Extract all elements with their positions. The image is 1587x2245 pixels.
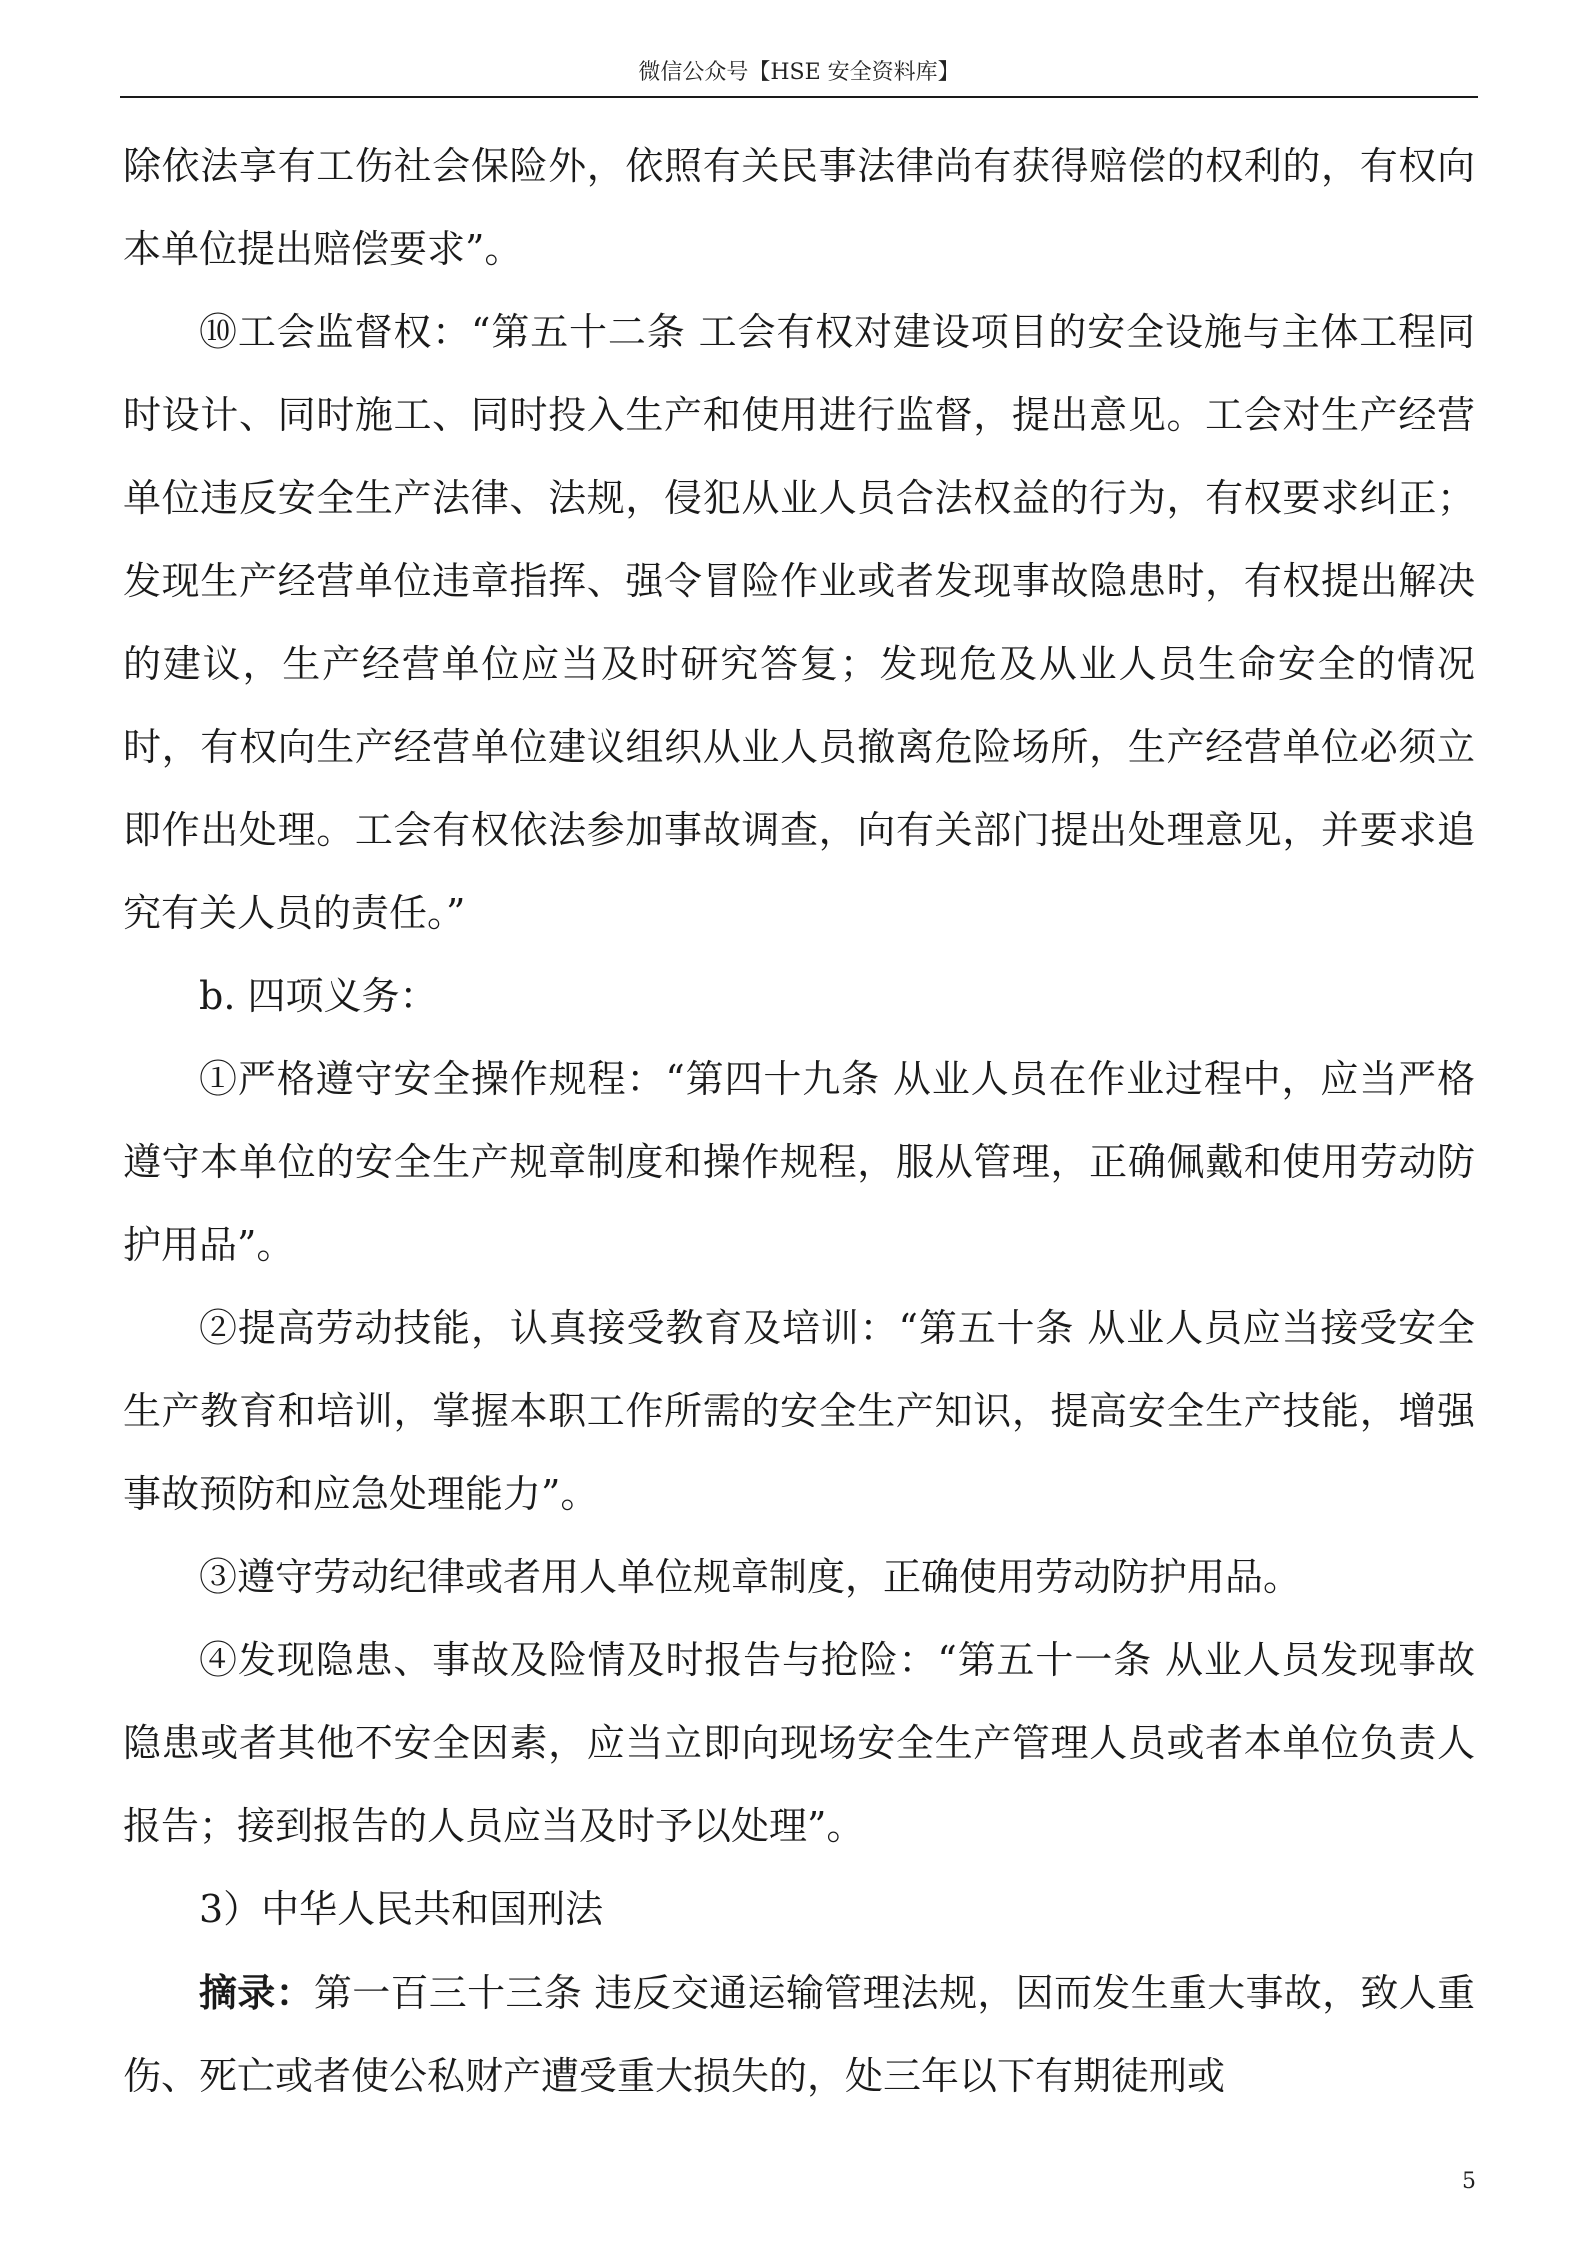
- paragraph-four-obligations-heading: b. 四项义务：: [199, 974, 438, 1018]
- page-number: 5: [1462, 2169, 1476, 2194]
- paragraph-obligation-4: ④发现隐患、事故及险情及时报告与抢险：“第五十一条 从业人员发现事故隐患或者其他不安全因素，应当立即向现场安全生产管理人员或者本单位负责人报告；接到报告的人员应当及时予以处理”。: [123, 1638, 1475, 1848]
- document-body: [123, 125, 1475, 2118]
- header-divider: [120, 96, 1478, 98]
- paragraph-compensation-right: 除依法享有工伤社会保险外，依照有关民事法律尚有获得赔偿的权利的，有权向本单位提出赔偿要求”。: [123, 144, 1475, 271]
- paragraph-obligation-2: ②提高劳动技能，认真接受教育及培训：“第五十条 从业人员应当接受安全生产教育和培训，掌握本职工作所需的安全生产知识，提高安全生产技能，增强事故预防和应急处理能力”。: [123, 1306, 1475, 1516]
- paragraph-obligation-3: ③遵守劳动纪律或者用人单位规章制度，正确使用劳动防护用品。: [199, 1555, 1302, 1599]
- section-heading-criminal-law: 3）中华人民共和国刑法: [199, 1887, 604, 1931]
- page-header: 微信公众号【HSE 安全资料库】: [638, 60, 960, 85]
- paragraph-obligation-1: ①严格遵守安全操作规程：“第四十九条 从业人员在作业过程中，应当严格遵守本单位的安全生产规章制度和操作规程，服从管理，正确佩戴和使用劳动防护用品”。: [123, 1057, 1475, 1267]
- paragraph-excerpt: [123, 1951, 1475, 2118]
- excerpt-label: 摘录：: [199, 1970, 314, 2015]
- excerpt-text: 第一百三十三条 违反交通运输管理法规，因而发生重大事故，致人重伤、死亡或者使公私财产遭受重大损失的，处三年以下有期徒刑或: [123, 1971, 1475, 2098]
- paragraph-union-supervision: ⑩工会监督权：“第五十二条 工会有权对建设项目的安全设施与主体工程同时设计、同时施工、同时投入生产和使用进行监督，提出意见。工会对生产经营单位违反安全生产法律、法规，侵犯从业人员合法权益的行为，有权要求纠正；发现生产经营单位违章指挥、强令冒险作业或者发现事故隐患时，有权提出解决的建议，生产经营单位应当及时研究答复；发现危及从业人员生命安全的情况时，有权向生产经营单位建议组织从业人员撤离危险场所，生产经营单位必须立即作出处理。工会有权依法参加事故调查，向有关部门提出处理意见，并要求追究有关人员的责任。”: [123, 310, 1475, 935]
